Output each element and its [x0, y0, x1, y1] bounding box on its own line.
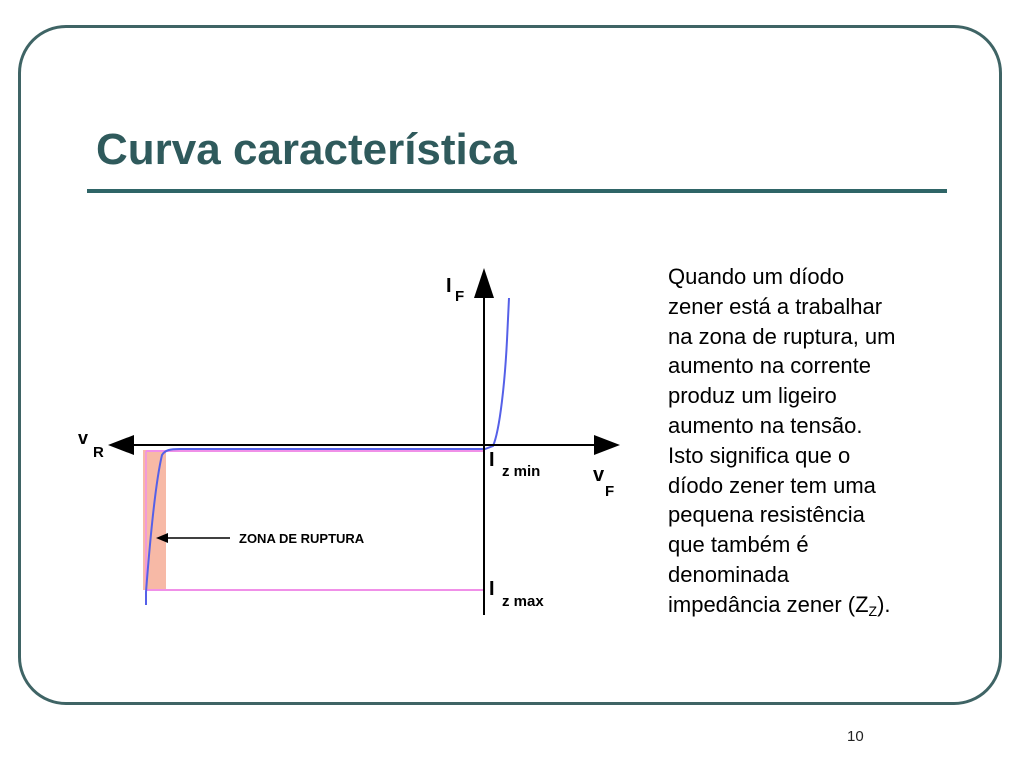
body-line: aumento na tensão.	[668, 412, 863, 438]
body-line: que também é	[668, 532, 809, 558]
body-line: díodo zener tem uma	[668, 472, 876, 498]
body-line-text: impedância zener (Z	[668, 591, 869, 617]
body-line-closing: ).	[877, 591, 891, 617]
iz-min-label-main: I	[489, 449, 495, 471]
axis-label-vr-sub: R	[93, 444, 104, 461]
axis-label-vr-main: v	[78, 428, 89, 448]
horizontal-axis-right-arrow	[594, 435, 620, 455]
breakdown-zone-label: ZONA DE RUPTURA	[239, 531, 365, 546]
body-line: pequena resistência	[668, 502, 865, 528]
body-line: Isto significa que o	[668, 442, 851, 468]
zener-impedance-subscript: Z	[868, 602, 878, 619]
body-line: produz um ligeiro	[668, 383, 837, 409]
axis-label-if-main: I	[446, 275, 452, 297]
body-line: Quando um díodo	[668, 264, 845, 289]
iz-max-label-sub: z max	[502, 593, 544, 610]
vertical-axis-up-arrow	[474, 268, 494, 298]
body-line-last	[668, 590, 968, 620]
horizontal-axis-left-arrow	[108, 435, 134, 455]
body-line: na zona de ruptura, um	[668, 323, 896, 349]
body-line: aumento na corrente	[668, 353, 872, 379]
body-line: denominada	[668, 561, 790, 587]
body-text	[668, 262, 968, 620]
body-line: zener está a trabalhar	[668, 293, 883, 319]
axis-label-vf-main: v	[593, 464, 605, 486]
slide-title: Curva característica	[96, 125, 517, 174]
axis-label-vf-sub: F	[605, 483, 615, 500]
axis-label-if-sub: F	[455, 288, 465, 305]
iz-max-label-main: I	[489, 578, 495, 600]
iz-min-label-sub: z min	[502, 463, 541, 480]
page-number: 10	[847, 728, 864, 745]
